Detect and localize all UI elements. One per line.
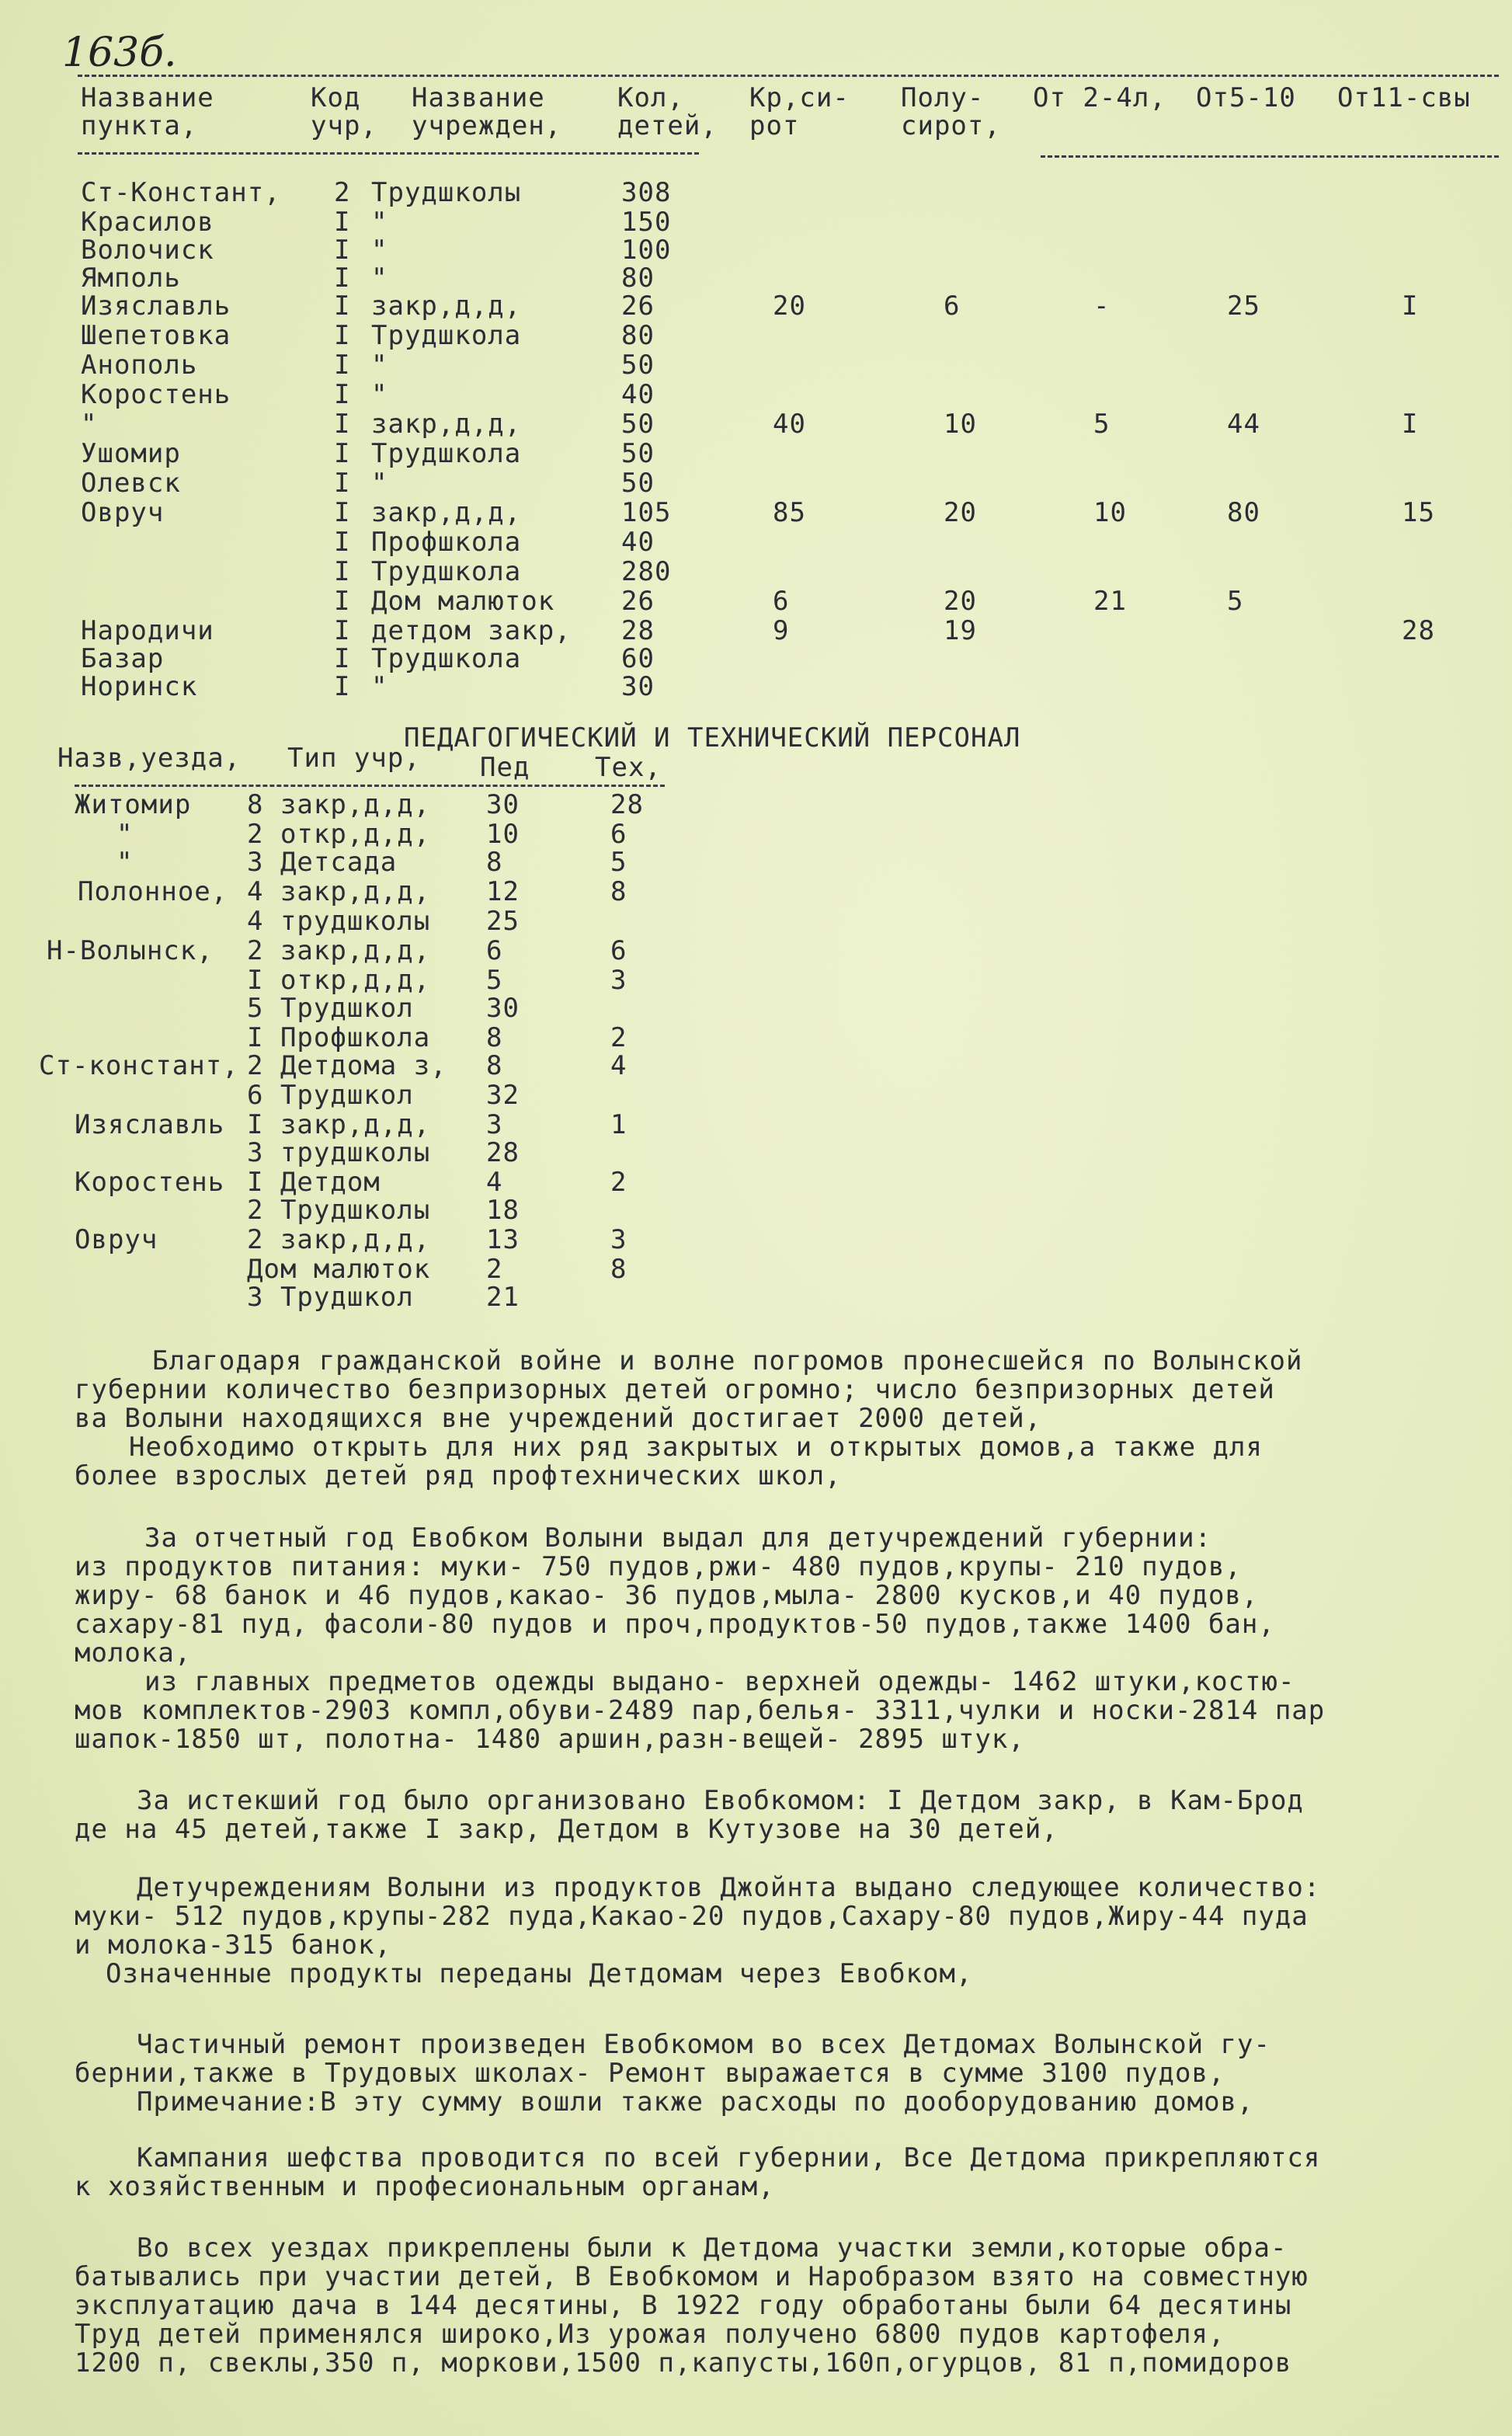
type-cell: 4 трудшколы [247,906,431,937]
col-header-age2: От5-10 [1196,82,1296,113]
text-line: Кампания шефства проводится по всей губернии, Все Детдома прикрепляются [137,2142,1321,2173]
code-cell: I [334,586,351,617]
ped-staff-cell: 6 [486,935,503,966]
code-cell: I [334,263,351,294]
tech-staff-cell: 28 [610,789,644,820]
institution-cell: " [371,671,388,702]
code-cell: I [334,671,351,702]
type-cell: 3 трудшколы [247,1137,431,1168]
header-rule-bottom [78,152,699,155]
staff-row [0,878,777,906]
col-header-semi-2: сирот, [901,110,1001,141]
staff-row [0,1024,777,1052]
text-line: Частичный ремонт произведен Евобкомом во всех Детдомах Волынской гу- [137,2029,1270,2060]
institution-cell: закр,д,д, [371,409,522,440]
text-line: ва Волыни находящихся вне учреждений достигает 2000 детей, [75,1403,1042,1434]
text-line: де на 45 детей,также I закр, Детдом в Кутузове на 30 детей, [75,1814,1058,1845]
children-count-cell: 100 [621,235,672,266]
place-cell: Волочиск [81,235,214,266]
uezd-cell: Ст-констант, [39,1050,239,1081]
place-cell: Норинск [81,671,198,702]
children-count-cell: 26 [621,291,655,322]
place-cell: Олевск [81,468,181,499]
col-header-count-2: детей, [617,110,718,141]
code-cell: I [334,556,351,587]
ped-staff-cell: 8 [486,1050,503,1081]
text-line: Во всех уездах прикреплены были к Детдома участки земли,которые обра- [137,2232,1288,2264]
t2-header-type: Тип учр, [287,743,421,774]
children-count-cell: 26 [621,586,655,617]
children-count-cell: 50 [621,350,655,381]
age-2-4-cell: 21 [1093,586,1127,617]
institution-cell: Дом малюток [371,586,555,617]
institution-cell: Трудшкола [371,556,522,587]
ped-staff-cell: 25 [486,906,520,937]
children-count-cell: 28 [621,615,655,646]
children-count-cell: 150 [621,207,672,238]
type-cell: I Профшкола [247,1022,431,1053]
age-11-plus-cell: 28 [1402,615,1435,646]
uezd-cell: Коростень [75,1167,225,1198]
staff-section-title: ПЕДАГОГИЧЕСКИЙ И ТЕХНИЧЕСКИЙ ПЕРСОНАЛ [404,722,1021,753]
staff-row [0,907,777,935]
tech-staff-cell: 6 [610,819,627,850]
institution-cell: " [371,207,388,238]
semi-orphans-cell: 10 [944,409,977,440]
type-cell: 4 закр,д,д, [247,876,431,907]
institution-cell: " [371,350,388,381]
table-row [0,528,1512,556]
t2-header-tech: Тех, [595,752,662,783]
code-cell: I [334,527,351,558]
col-header-code-1: Код [311,82,361,113]
text-line: из продуктов питания: муки- 750 пудов,ржи- 480 пудов,крупы- 210 пудов, [75,1551,1242,1582]
place-cell: Коростень [81,379,231,410]
ped-staff-cell: 28 [486,1137,520,1168]
tech-staff-cell: 8 [610,876,627,907]
tech-staff-cell: 8 [610,1254,627,1285]
col-header-code-2: учр, [311,110,377,141]
t2-header-rule [75,785,665,787]
text-line: бернии,также в Трудовых школах- Ремонт выражается в сумме 3100 пудов, [75,2058,1225,2089]
code-cell: I [334,291,351,322]
age-5-10-cell: 25 [1227,291,1260,322]
place-cell: Анополь [81,350,198,381]
ped-staff-cell: 18 [486,1195,520,1226]
text-line: более взрослых детей ряд профтехнических школ, [75,1460,842,1491]
header-rule-bottom-right [1041,155,1499,158]
code-cell: I [334,350,351,381]
table-row [0,587,1512,615]
tech-staff-cell: 4 [610,1050,627,1081]
institution-cell: " [371,379,388,410]
type-cell: 2 закр,д,д, [247,1224,431,1255]
place-cell: Изяславль [81,291,231,322]
text-line: батывались при участии детей, В Евобкомом и Наробразом взято на совместную [75,2261,1309,2292]
col-header-place-1: Название [81,82,214,113]
semi-orphans-cell: 20 [944,497,977,528]
staff-row [0,1168,777,1196]
type-cell: 6 Трудшкол [247,1080,414,1111]
col-header-semi-1: Полу- [901,82,985,113]
col-header-place-2: пункта, [81,110,198,141]
ped-staff-cell: 5 [486,965,503,996]
institution-cell: " [371,235,388,266]
institution-cell: Профшкола [371,527,522,558]
semi-orphans-cell: 20 [944,586,977,617]
code-cell: I [334,438,351,469]
orphans-cell: 85 [773,497,806,528]
code-cell: I [334,207,351,238]
place-cell: " [81,409,98,440]
type-cell: I откр,д,д, [247,965,431,996]
type-cell: 2 откр,д,д, [247,819,431,850]
col-header-inst-2: учрежден, [412,110,562,141]
staff-row [0,1139,777,1167]
text-line: муки- 512 пудов,крупы-282 пуда,Какао-20 пудов,Сахару-80 пудов,Жиру-44 пуда [75,1901,1309,1932]
uezd-cell: Полонное, [78,876,228,907]
text-line: За истекший год было организовано Евобкомом: I Детдом закр, в Кам-Брод [137,1785,1304,1816]
staff-row [0,1283,777,1311]
children-count-cell: 30 [621,671,655,702]
staff-row [0,820,777,848]
code-cell: I [334,615,351,646]
orphans-cell: 20 [773,291,806,322]
institution-cell: Трудшкола [371,438,522,469]
type-cell: I закр,д,д, [247,1109,431,1140]
staff-row [0,1081,777,1109]
uezd-cell: Житомир [75,789,192,820]
code-cell: I [334,379,351,410]
age-11-plus-cell: I [1402,291,1419,322]
text-line: Труд детей применялся широко,Из урожая получено 6800 пудов картофеля, [75,2319,1225,2350]
table-row [0,322,1512,350]
age-11-plus-cell: I [1402,409,1419,440]
children-count-cell: 40 [621,527,655,558]
orphans-cell: 6 [773,586,790,617]
children-count-cell: 40 [621,379,655,410]
ped-staff-cell: 2 [486,1254,503,1285]
type-cell: 2 Детдома з, [247,1050,447,1081]
table-row [0,440,1512,468]
institution-cell: закр,д,д, [371,291,522,322]
text-line: 1200 п, свеклы,350 п, моркови,1500 п,капусты,160п,огурцов, 81 п,помидоров [75,2347,1292,2379]
table-row [0,558,1512,586]
code-cell: I [334,468,351,499]
col-header-inst-1: Название [412,82,545,113]
age-2-4-cell: 10 [1093,497,1127,528]
age-2-4-cell: - [1093,291,1111,322]
text-line: молока, [75,1637,192,1669]
children-count-cell: 280 [621,556,672,587]
table-row [0,351,1512,379]
place-cell: Овруч [81,497,165,528]
table-row [0,645,1512,673]
uezd-cell: Изяславль [75,1109,225,1140]
staff-row [0,1196,777,1224]
staff-row [0,1052,777,1080]
ped-staff-cell: 4 [486,1167,503,1198]
children-count-cell: 105 [621,497,672,528]
col-header-orph-1: Кр,си- [749,82,850,113]
uezd-cell: " [116,819,134,850]
text-line: Примечание:В эту сумму вошли также расходы по дооборудованию домов, [137,2086,1254,2118]
staff-row [0,1226,777,1254]
ped-staff-cell: 13 [486,1224,520,1255]
type-cell: 5 Трудшкол [247,993,414,1024]
tech-staff-cell: 2 [610,1022,627,1053]
text-line: и молока-315 банок, [75,1930,391,1961]
age-5-10-cell: 80 [1227,497,1260,528]
tech-staff-cell: 3 [610,1224,627,1255]
text-line: За отчетный год Евобком Волыни выдал для детучреждений губернии: [144,1522,1212,1554]
t2-header-uezd: Назв,уезда, [57,743,242,774]
ped-staff-cell: 32 [486,1080,520,1111]
children-count-cell: 50 [621,468,655,499]
text-line: жиру- 68 банок и 46 пудов,какао- 36 пудов,мыла- 2800 кусков,и 40 пудов, [75,1580,1259,1611]
uezd-cell: Н-Волынск, [47,935,214,966]
header-rule-top [78,75,1499,77]
type-cell: I Детдом [247,1167,381,1198]
tech-staff-cell: 1 [610,1109,627,1140]
code-cell: I [334,235,351,266]
table-row [0,292,1512,320]
place-cell: Шепетовка [81,320,231,351]
place-cell: Ямполь [81,263,181,294]
text-line: мов комплектов-2903 компл,обуви-2489 пар,белья- 3311,чулки и носки-2814 пар [75,1695,1326,1726]
table-row [0,499,1512,527]
table-row [0,381,1512,409]
text-line: сахару-81 пуд, фасоли-80 пудов и проч,продуктов-50 пудов,также 1400 бан, [75,1609,1275,1640]
table-row [0,236,1512,264]
ped-staff-cell: 10 [486,819,520,850]
col-header-orph-2: рот [749,110,800,141]
institution-cell: детдом закр, [371,615,572,646]
institution-cell: Трудшкола [371,643,522,674]
children-count-cell: 50 [621,438,655,469]
semi-orphans-cell: 6 [944,291,961,322]
children-count-cell: 50 [621,409,655,440]
type-cell: 2 закр,д,д, [247,935,431,966]
ped-staff-cell: 21 [486,1282,520,1313]
age-11-plus-cell: 15 [1402,497,1435,528]
text-line: эксплуатацию дача в 144 десятины, В 1922 году обработаны были 64 десятины [75,2290,1292,2321]
tech-staff-cell: 2 [610,1167,627,1198]
type-cell: 3 Детсада [247,847,398,878]
place-cell: Красилов [81,207,214,238]
staff-row [0,791,777,819]
institution-cell: Трудшколы [371,177,522,208]
table-row [0,264,1512,292]
staff-row [0,1255,777,1283]
table-row [0,673,1512,701]
place-cell: Базар [81,643,165,674]
uezd-cell: " [116,847,134,878]
ped-staff-cell: 12 [486,876,520,907]
institution-cell: Трудшкола [371,320,522,351]
text-line: Необходимо открыть для них ряд закрытых и открытых домов,а также для [129,1432,1263,1463]
text-line: Благодаря гражданской войне и волне погромов пронесшейся по Волынской [152,1345,1303,1376]
semi-orphans-cell: 19 [944,615,977,646]
code-cell: 2 [334,177,351,208]
type-cell: 3 Трудшкол [247,1282,414,1313]
col-header-count-1: Кол, [617,82,684,113]
ped-staff-cell: 30 [486,789,520,820]
ped-staff-cell: 8 [486,847,503,878]
text-line: шапок-1850 шт, полотна- 1480 аршин,разн-вещей- 2895 штук, [75,1724,1025,1755]
age-2-4-cell: 5 [1093,409,1111,440]
institution-cell: " [371,468,388,499]
place-cell: Ст-Констант, [81,177,281,208]
text-line: Детучреждениям Волыни из продуктов Джойнта выдано следующее количество: [137,1872,1321,1903]
table-row [0,469,1512,497]
age-5-10-cell: 5 [1227,586,1244,617]
staff-row [0,937,777,965]
col-header-age1: От 2-4л, [1033,82,1166,113]
ped-staff-cell: 3 [486,1109,503,1140]
col-header-age3: От11-свы [1337,82,1471,113]
orphans-cell: 40 [773,409,806,440]
table-row [0,208,1512,236]
institution-cell: закр,д,д, [371,497,522,528]
code-cell: I [334,409,351,440]
code-cell: I [334,320,351,351]
orphans-cell: 9 [773,615,790,646]
type-cell: 8 закр,д,д, [247,789,431,820]
code-cell: I [334,497,351,528]
place-cell: Народичи [81,615,214,646]
uezd-cell: Овруч [75,1224,158,1255]
table-row [0,410,1512,438]
tech-staff-cell: 3 [610,965,627,996]
table-row [0,617,1512,645]
children-count-cell: 308 [621,177,672,208]
text-line: из главных предметов одежды выдано- верхней одежды- 1462 штуки,костю- [144,1666,1295,1697]
age-5-10-cell: 44 [1227,409,1260,440]
text-line: Означенные продукты переданы Детдомам через Евобком, [106,1958,973,1989]
staff-row [0,966,777,994]
table-row [0,179,1512,207]
staff-row [0,1111,777,1139]
ped-staff-cell: 30 [486,993,520,1024]
children-count-cell: 80 [621,320,655,351]
institution-cell: " [371,263,388,294]
place-cell: Ушомир [81,438,181,469]
t2-header-ped: Пед [480,752,530,783]
code-cell: I [334,643,351,674]
text-line: к хозяйственным и професиональным органам, [75,2171,775,2202]
tech-staff-cell: 5 [610,847,627,878]
folio-number: 163б. [62,30,177,76]
text-line: губернии количество безпризорных детей огромно; число безпризорных детей [75,1374,1275,1405]
children-count-cell: 60 [621,643,655,674]
type-cell: Дом малюток [247,1254,431,1285]
tech-staff-cell: 6 [610,935,627,966]
type-cell: 2 Трудшколы [247,1195,431,1226]
ped-staff-cell: 8 [486,1022,503,1053]
staff-row [0,994,777,1022]
staff-row [0,848,777,876]
children-count-cell: 80 [621,263,655,294]
